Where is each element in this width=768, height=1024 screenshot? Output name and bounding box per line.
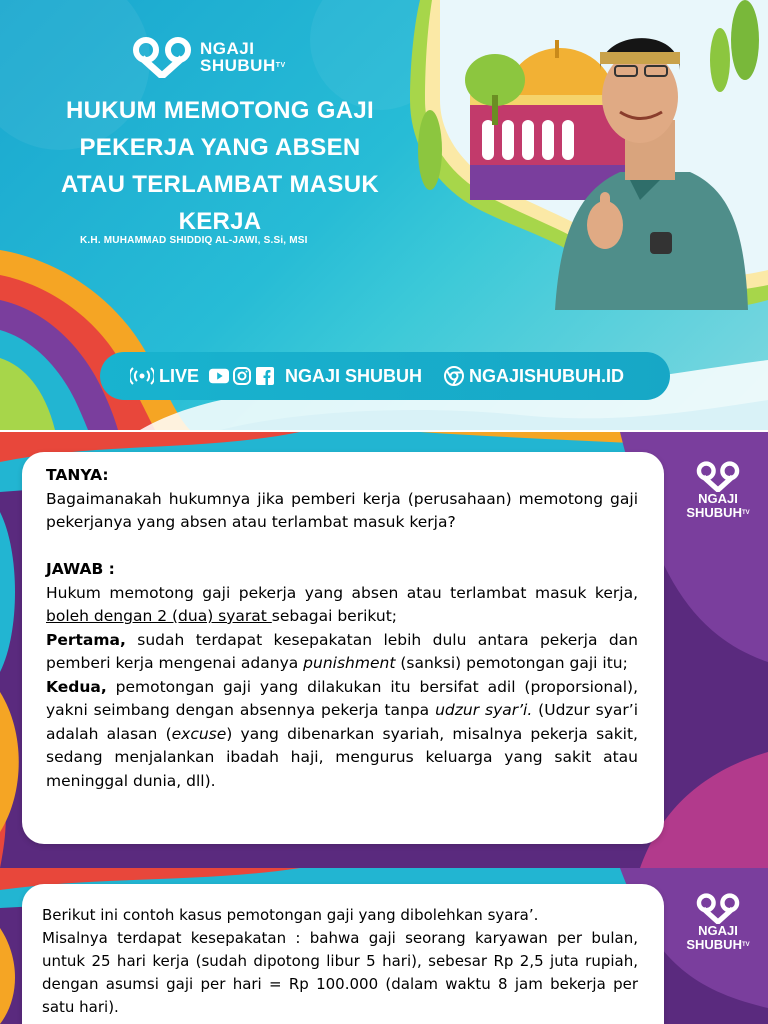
chrome-icon [444, 366, 464, 386]
logo-line1: NGAJI [200, 39, 255, 58]
website-url: NGAJISHUBUH.ID [469, 365, 625, 386]
example-detail: Misalnya terdapat kesepakatan : bahwa gaji seorang karyawan per bulan, untuk 25 hari kerja (sudah dipotong libur 5 hari), sebesar Rp 2,5 juta rupiah, dengan asumsi gaji per hari = Rp 100.000 (dalam waktu 8 jam bekerja per satu hari). [42, 929, 638, 1016]
answer-condition: boleh dengan 2 (dua) syarat [46, 607, 272, 625]
logo-tv: TV [275, 62, 286, 69]
author-name: K.H. MUHAMMAD SHIDDIQ AL-JAWI, S.Si, MSI [80, 235, 308, 246]
example-card [22, 884, 664, 1024]
answer-intro: Hukum memotong gaji pekerja yang absen atau terlambat masuk kerja, boleh dengan 2 (dua) syarat sebagai berikut; [46, 583, 638, 625]
question-text: Bagaimanakah hukumnya jika pemberi kerja (perusahaan) memotong gaji pekerjanya yang absen atau terlambat masuk kerja? [46, 489, 638, 531]
instagram-icon[interactable] [232, 367, 252, 385]
social-icons [209, 367, 275, 385]
side-logo-line2: SHUBUH [686, 505, 742, 520]
page-title [40, 92, 400, 240]
youtube-icon[interactable] [209, 367, 229, 385]
live-bar [100, 352, 670, 400]
qa-text [46, 464, 638, 793]
side-logo-line2: SHUBUH [686, 937, 742, 952]
side-logo [678, 460, 758, 520]
website-item[interactable] [444, 366, 624, 387]
qa-panel [0, 432, 768, 868]
example-text [42, 904, 638, 1019]
condition-second: Kedua, pemotongan gaji yang dilakukan itu bersifat adil (proporsional), yakni seimbang dengan absennya pekerja tanpa udzur syar’i. (Udzur syar’i adalah alasan (excuse) yang dibenarkan syariah, misalnya pekerja sakit, sedang menjalankan ibadah haji, mengurus keluarga yang sakit atau meninggal dunia, dll). [46, 677, 639, 790]
live-label: LIVE [159, 365, 200, 386]
side-logo-tv: TV [741, 510, 750, 516]
question-label: TANYA: [46, 466, 109, 484]
title-line: PEKERJA YANG ABSEN [79, 134, 361, 161]
title-line: KERJA [178, 208, 262, 235]
answer-label: JAWAB : [46, 560, 115, 578]
qa-card [22, 452, 664, 844]
logo-mark-icon [696, 892, 740, 924]
title-line: HUKUM MEMOTONG GAJI [66, 97, 374, 124]
condition-first: Pertama, sudah terdapat kesepakatan lebih dulu antara pekerja dan pemberi kerja mengenai adanya punishment (sanksi) pemotongan gaji itu; [46, 630, 638, 672]
side-logo-line1: NGAJI [698, 923, 738, 938]
facebook-icon[interactable] [255, 367, 275, 385]
ngaji-shubuh-logo [132, 36, 286, 78]
side-logo [678, 892, 758, 952]
example-intro: Berikut ini contoh kasus pemotongan gaji yang dibolehkan syara’. [42, 906, 539, 924]
logo-line2: SHUBUH [200, 56, 276, 75]
banner [0, 0, 768, 430]
logo-mark-icon [132, 36, 192, 78]
example-panel [0, 868, 768, 1024]
title-line: ATAU TERLAMBAT MASUK [61, 171, 379, 198]
logo-text [200, 40, 286, 74]
side-logo-tv: TV [741, 942, 750, 948]
logo-mark-icon [696, 460, 740, 492]
side-logo-line1: NGAJI [698, 491, 738, 506]
channel-name[interactable]: NGAJI SHUBUH [285, 365, 423, 386]
live-item[interactable] [130, 366, 199, 387]
broadcast-icon [130, 367, 154, 385]
